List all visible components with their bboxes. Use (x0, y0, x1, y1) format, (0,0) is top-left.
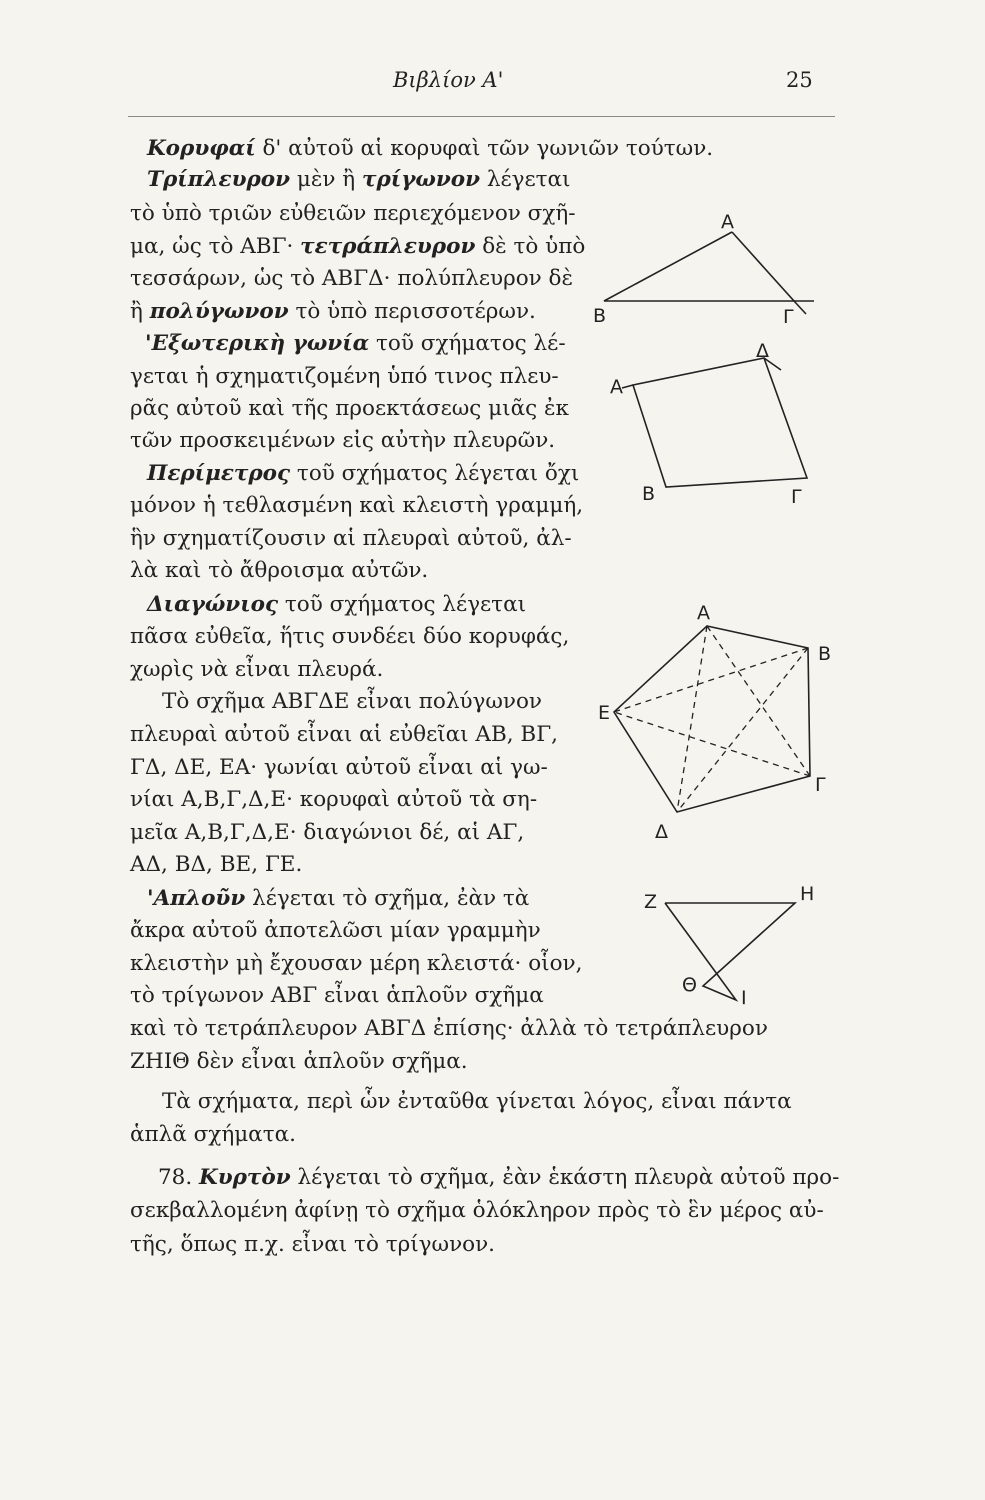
text-span: λέγεται τὸ σχῆμα, ἐὰν τὰ (245, 886, 530, 911)
text-span: νίαι Α,Β,Γ,Δ,Ε· κορυφαὶ αὐτοῦ τὰ ση- (130, 787, 538, 812)
text-span: μόνον ἡ τεθλασμένη καὶ κλειστὴ γραμμή, (130, 493, 584, 518)
emphasized-term: Τρίπλευρον (147, 167, 291, 192)
diagonal-bd (677, 648, 808, 812)
emphasized-term: τετράπλευρον (300, 234, 476, 259)
triangle-label-b: Β (593, 305, 607, 327)
running-header-title: Βιβλίον Α' (393, 68, 504, 92)
quadrilateral-outline (633, 358, 807, 487)
figure-triangle (604, 232, 814, 314)
quadrilateral-label-g: Γ (791, 486, 802, 508)
text-span: τῆς, ὅπως π.χ. εἶναι τὸ τρίγωνον. (130, 1232, 495, 1257)
text-span: μα, ὡς τὸ ΑΒΓ· (130, 234, 301, 259)
diagonal-ad (677, 626, 707, 812)
text-span: Τὰ σχήματα, περὶ ὧν ἐνταῦθα γίνεται λόγος, εἶναι πάντα (162, 1089, 792, 1114)
emphasized-term: Κυρτὸν (199, 1165, 291, 1190)
text-span: ΖΗΙΘ δὲν εἶναι ἁπλοῦν σχῆμα. (130, 1049, 468, 1074)
crossed-label-i: Ι (741, 987, 747, 1009)
text-span: 78. (158, 1165, 200, 1190)
quadrilateral-label-a: Α (610, 376, 623, 398)
figure-pentagon (614, 626, 810, 812)
quadrilateral-extension (622, 385, 633, 388)
text-span: πᾶσα εὐθεῖα, ἥτις συνδέει δύο κορυφάς, (130, 624, 570, 649)
text-span: λέγεται τὸ σχῆμα, ἐὰν ἑκάστη πλευρὰ αὐτοῦ προ- (290, 1165, 840, 1190)
pentagon-outline (614, 626, 810, 812)
text-span: χωρὶς νὰ εἶναι πλευρά. (130, 657, 384, 682)
emphasized-term: τρίγωνον (362, 167, 481, 192)
text-span: δ' αὐτοῦ αἱ κορυφαὶ τῶν γωνιῶν τούτων. (255, 136, 714, 161)
diagonal-ge (614, 712, 810, 776)
pentagon-label-d: Δ (655, 821, 668, 843)
pentagon-label-e: Ε (598, 702, 611, 724)
text-span: τοῦ σχήματος λέ- (369, 331, 566, 356)
page-number: 25 (786, 68, 813, 92)
text-span: τὸ ὑπὸ περισσοτέρων. (288, 299, 536, 324)
text-span: ΓΔ, ΔΕ, ΕΑ· γωνίαι αὐτοῦ εἶναι αἱ γω- (130, 755, 548, 780)
diagonal-be (614, 648, 808, 712)
triangle-label-a: Α (721, 211, 734, 233)
crossed-label-theta: Θ (682, 974, 697, 996)
emphasized-term: 'Εξωτερικὴ γωνία (145, 331, 370, 356)
text-span: ἄκρα αὐτοῦ ἀποτελῶσι μίαν γραμμὴν (130, 918, 541, 943)
text-span: ΑΔ, ΒΔ, ΒΕ, ΓΕ. (130, 852, 303, 877)
crossed-label-z: Ζ (644, 891, 658, 913)
triangle-label-g: Γ (783, 306, 794, 328)
emphasized-term: Διαγώνιος (147, 592, 279, 617)
emphasized-term: πολύγωνον (149, 299, 289, 324)
diagonal-ag (707, 626, 810, 776)
crossed-label-h: Η (800, 883, 815, 905)
emphasized-term: Περίμετρος (147, 461, 291, 486)
text-span: μεῖα Α,Β,Γ,Δ,Ε· διαγώνιοι δέ, αἱ ΑΓ, (130, 820, 525, 845)
text-span: τῶν προσκειμένων εἰς αὐτὴν πλευρῶν. (130, 428, 556, 453)
text-span: καὶ τὸ τετράπλευρον ΑΒΓΔ ἐπίσης· ἀλλὰ τὸ τετράπλευρον (130, 1016, 768, 1041)
text-span: μὲν ἢ (290, 167, 363, 192)
emphasized-term: 'Απλοῦν (147, 886, 246, 911)
text-span: τοῦ σχήματος λέγεται ὄχι (290, 461, 580, 486)
text-span: τεσσάρων, ὡς τὸ ΑΒΓΔ· πολύπλευρον δὲ (130, 266, 574, 291)
quadrilateral-label-b: Β (642, 483, 656, 505)
text-span: γεται ἡ σχηματιζομένη ὑπό τινος πλευ- (130, 364, 559, 389)
text-span: πλευραὶ αὐτοῦ εἶναι αἱ εὐθεῖαι ΑΒ, ΒΓ, (130, 722, 558, 747)
text-span: κλειστὴν μὴ ἔχουσαν μέρη κλειστά· οἷον, (130, 951, 583, 976)
pentagon-label-g: Γ (815, 774, 826, 796)
text-span: τοῦ σχήματος λέγεται (278, 592, 527, 617)
text-span: ἢ (130, 299, 150, 324)
text-span: τὸ τρίγωνον ΑΒΓ εἶναι ἁπλοῦν σχῆμα (130, 983, 544, 1008)
triangle-extension (794, 301, 806, 314)
text-span: δὲ τὸ ὑπὸ (475, 234, 586, 259)
figure-quadrilateral (622, 358, 807, 487)
text-span: λέγεται (480, 167, 571, 192)
text-span: λὰ καὶ τὸ ἄθροισμα αὐτῶν. (130, 558, 429, 583)
triangle-outline (604, 232, 794, 301)
text-span: ἁπλᾶ σχήματα. (130, 1122, 296, 1147)
text-span: τὸ ὑπὸ τριῶν εὐθειῶν περιεχόμενον σχῆ- (130, 201, 576, 226)
pentagon-label-a: Α (697, 602, 710, 624)
text-span: Τὸ σχῆμα ΑΒΓΔΕ εἶναι πολύγωνον (162, 689, 542, 714)
text-span: ρᾶς αὐτοῦ καὶ τῆς προεκτάσεως μιᾶς ἐκ (130, 396, 569, 421)
pentagon-label-b: Β (818, 643, 832, 665)
quadrilateral-label-d: Δ (756, 340, 769, 362)
text-span: σεκβαλλομένη ἀφίνῃ τὸ σχῆμα ὁλόκληρον πρὸς τὸ ἓν μέρος αὐ- (130, 1198, 824, 1223)
text-span: ἣν σχηματίζουσιν αἱ πλευραὶ αὐτοῦ, ἀλ- (130, 526, 572, 551)
emphasized-term: Κορυφαί (147, 136, 256, 161)
